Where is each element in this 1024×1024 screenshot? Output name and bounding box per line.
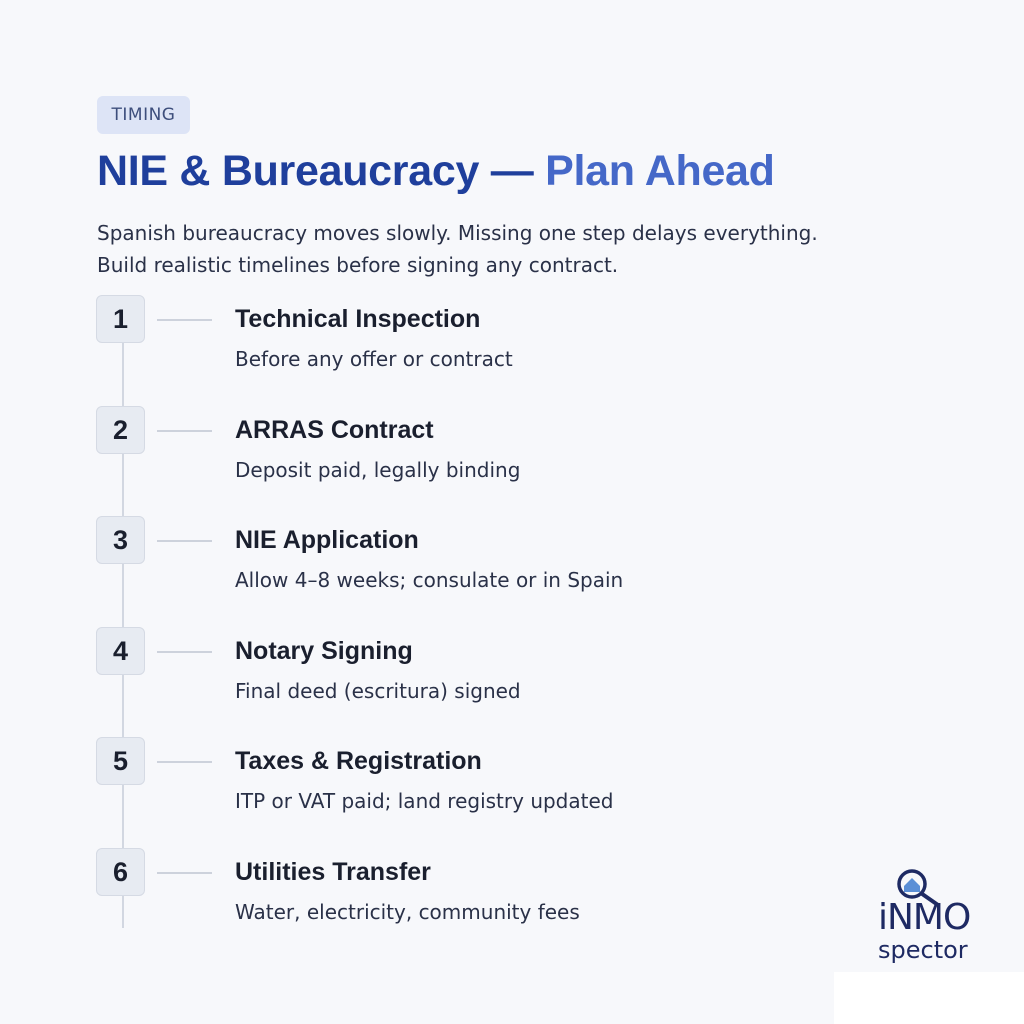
step-number-badge: 4 (96, 627, 145, 675)
timeline-step-2 (96, 406, 896, 486)
step-number-badge: 3 (96, 516, 145, 564)
corner-patch (834, 972, 1024, 1024)
step-connector (157, 872, 212, 874)
timeline-step-5 (96, 737, 896, 817)
step-description: ITP or VAT paid; land registry updated (235, 789, 614, 813)
step-title: Utilities Transfer (235, 858, 431, 886)
timeline-step-3 (96, 516, 896, 596)
step-number-badge: 2 (96, 406, 145, 454)
logo-wordmark-bottom: spector (878, 936, 968, 964)
intro-line-1: Spanish bureaucracy moves slowly. Missing one step delays everything. (97, 221, 818, 245)
step-description: Before any offer or contract (235, 347, 513, 371)
title-accent: Plan Ahead (545, 147, 775, 195)
step-connector (157, 540, 212, 542)
step-description: Final deed (escritura) signed (235, 679, 521, 703)
step-description: Allow 4–8 weeks; consulate or in Spain (235, 568, 624, 592)
step-description: Water, electricity, community fees (235, 900, 580, 924)
step-connector (157, 651, 212, 653)
step-title: Notary Signing (235, 637, 413, 665)
title-main: NIE & Bureaucracy — (97, 147, 546, 195)
step-connector (157, 430, 212, 432)
step-number-badge: 6 (96, 848, 145, 896)
step-number-badge: 1 (96, 295, 145, 343)
step-title: ARRAS Contract (235, 416, 434, 444)
step-number-badge: 5 (96, 737, 145, 785)
intro-text (97, 217, 957, 281)
step-title: Technical Inspection (235, 305, 481, 333)
timeline-step-6 (96, 848, 896, 928)
timeline-step-4 (96, 627, 896, 707)
intro-line-2: Build realistic timelines before signing any contract. (97, 253, 619, 277)
step-connector (157, 761, 212, 763)
step-description: Deposit paid, legally binding (235, 458, 521, 482)
step-connector (157, 319, 212, 321)
step-title: NIE Application (235, 526, 419, 554)
logo-wordmark-top: iNMO (878, 897, 971, 938)
step-title: Taxes & Registration (235, 747, 482, 775)
inmospector-logo (866, 860, 986, 970)
section-tag: TIMING (97, 96, 190, 134)
page-title (97, 144, 775, 198)
timeline-step-1 (96, 295, 896, 375)
